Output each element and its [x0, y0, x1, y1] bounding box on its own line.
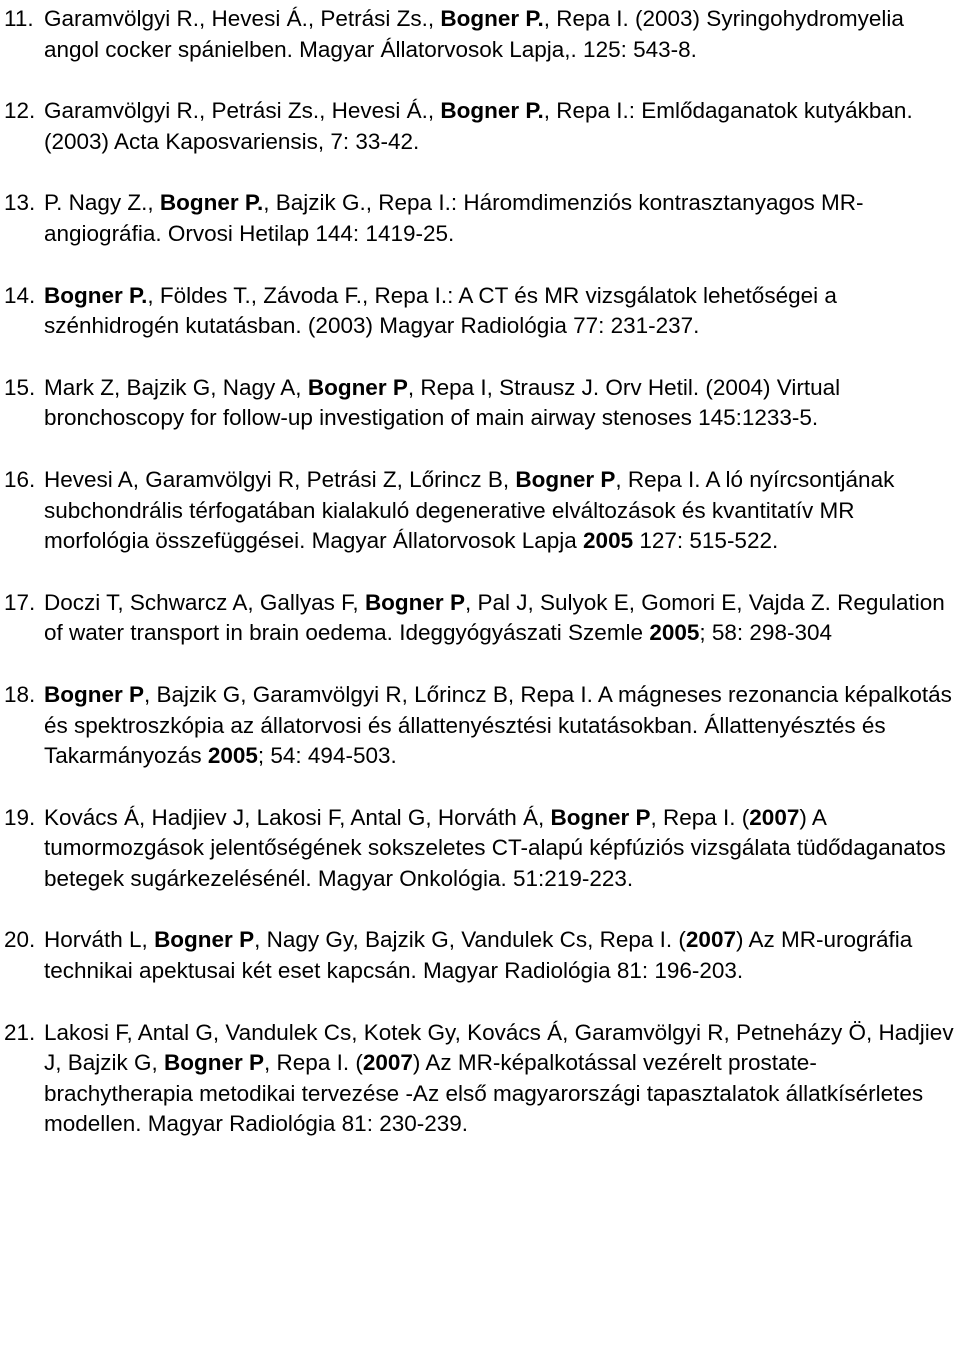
reference-segment: Mark Z, Bajzik G, Nagy A,	[44, 374, 308, 400]
reference-segment: Lakosi F, Antal G, Vandulek Cs, Kotek Gy, Kovács Á, Garamvölgyi R, Petneházy Ö, Hadjiev J, Bajzik G,	[44, 1019, 954, 1076]
reference-text	[44, 6, 904, 62]
reference-bold-segment: Bogner P	[164, 1050, 265, 1076]
reference-segment: Kovács Á, Hadjiev J, Lakosi F, Antal G, Horváth Á,	[44, 804, 551, 830]
reference-text	[44, 927, 912, 983]
reference-number: 18.	[4, 681, 36, 707]
reference-number: 12.	[4, 98, 36, 124]
reference-segment: , Nagy Gy, Bajzik G, Vandulek Cs, Repa I. (	[254, 927, 686, 953]
reference-item	[0, 925, 960, 986]
reference-segment: ; 58: 298-304	[699, 620, 832, 646]
reference-segment: , Repa I, Strausz J. Orv Hetil. (2004) Virtual bronchoscopy for follow-up investigation of main airway stenoses 145:1233-5.	[44, 374, 841, 431]
reference-item	[0, 803, 960, 895]
reference-bold-segment: Bogner P	[307, 374, 408, 400]
reference-bold-segment: Bogner P.	[44, 282, 148, 308]
reference-text	[44, 283, 837, 339]
reference-segment: ) Az MR-urográfia technikai apektusai két eset kapcsán. Magyar Radiológia 81: 196-203.	[44, 927, 913, 984]
reference-text	[44, 805, 946, 891]
reference-segment: ; 54: 494-503.	[257, 743, 397, 769]
reference-segment: , Bajzik G., Repa I.: Háromdimenziós kontrasztanyagos MR-angiográfia. Orvosi Hetilap 144: 1419-25.	[44, 190, 864, 246]
reference-item	[0, 373, 960, 434]
reference-segment: ) Az MR-képalkotással vezérelt prostate-brachytherapia metodikai tervezése -Az első magyarországi tapasztalatok állatkísérletes modellen. Magyar Radiológia 81: 230-239.	[44, 1050, 924, 1137]
reference-bold-segment: 2005	[207, 743, 258, 769]
reference-number: 19.	[4, 804, 36, 830]
reference-item	[0, 4, 960, 65]
reference-bold-segment: Bogner P	[515, 466, 616, 492]
reference-segment: , Repa I. A ló nyírcsontjának subchondrális térfogatában kialakuló degenerative elváltozások és kvantitatív MR morfológia összefüggései. Magyar Állatorvosok Lapja	[44, 466, 895, 554]
reference-text	[44, 590, 945, 646]
reference-item	[0, 465, 960, 557]
reference-bold-segment: Bogner P.	[440, 98, 544, 124]
reference-number: 11.	[4, 6, 34, 31]
reference-bold-segment: Bogner P.	[159, 190, 264, 216]
reference-segment: Horváth L,	[44, 927, 155, 953]
reference-text	[44, 682, 952, 768]
reference-segment: , Bajzik G, Garamvölgyi R, Lőrincz B, Repa I. A mágneses rezonancia képalkotás és spektroszkópia az állatorvosi és állattenyésztési kutatásokban. Állattenyésztés és Takarmányozás	[44, 681, 952, 769]
reference-number: 17.	[4, 589, 36, 615]
reference-segment: Hevesi A, Garamvölgyi R, Petrási Z, Lőrincz B,	[44, 466, 516, 492]
reference-segment: Doczi T, Schwarcz A, Gallyas F,	[44, 589, 365, 615]
reference-bold-segment: Bogner P	[550, 804, 651, 830]
reference-item	[0, 1018, 960, 1140]
reference-list	[0, 4, 960, 1171]
reference-text	[44, 467, 894, 553]
reference-segment: 127: 515-522.	[633, 528, 779, 554]
reference-bold-segment: 2007	[362, 1050, 413, 1076]
reference-text	[44, 1020, 954, 1137]
reference-segment: ) A tumormozgások jelentőségének sokszeletes CT-alapú képfúziós vizsgálata tüdődaganatos betegek sugárkezelésénél. Magyar Onkológia. 51:219-223.	[44, 804, 946, 891]
reference-segment: Garamvölgyi R., Petrási Zs., Hevesi Á.,	[44, 98, 441, 124]
reference-number: 16.	[4, 466, 36, 492]
reference-number: 14.	[4, 282, 36, 308]
reference-segment: P. Nagy Z.,	[44, 190, 160, 216]
reference-number: 21.	[4, 1019, 36, 1045]
reference-number: 13.	[4, 190, 36, 216]
reference-segment: , Repa I. (	[264, 1050, 363, 1076]
reference-segment: , Pal J, Sulyok E, Gomori E, Vajda Z. Regulation of water transport in brain oedema. Ideggyógyászati Szemle	[44, 589, 945, 646]
reference-bold-segment: Bogner P.	[440, 6, 544, 31]
reference-segment: , Földes T., Závoda F., Repa I.: A CT és MR vizsgálatok lehetőségei a szénhidrogén kutatásban. (2003) Magyar Radiológia 77: 231-237.	[44, 282, 837, 339]
reference-item	[0, 281, 960, 342]
reference-text	[44, 98, 913, 154]
reference-segment: Garamvölgyi R., Hevesi Á., Petrási Zs.,	[44, 6, 441, 31]
reference-bold-segment: Bogner P	[364, 589, 465, 615]
reference-bold-segment: 2007	[749, 804, 800, 830]
reference-item	[0, 188, 960, 249]
reference-number: 15.	[4, 374, 36, 400]
reference-item	[0, 680, 960, 772]
reference-segment: , Repa I. (2003) Syringohydromyelia angol cocker spánielben. Magyar Állatorvosok Lapja,. 125: 543-8.	[44, 6, 904, 62]
reference-bold-segment: Bogner P	[154, 927, 255, 953]
reference-bold-segment: 2007	[685, 927, 736, 953]
reference-item	[0, 96, 960, 157]
reference-text	[44, 375, 840, 431]
reference-bold-segment: 2005	[649, 620, 700, 646]
reference-item	[0, 588, 960, 649]
reference-segment: , Repa I.: Emlődaganatok kutyákban. (2003) Acta Kaposvariensis, 7: 33-42.	[44, 98, 913, 154]
reference-text	[44, 190, 863, 246]
reference-bold-segment: Bogner P	[44, 681, 145, 707]
reference-segment: , Repa I. (	[650, 804, 750, 830]
reference-bold-segment: 2005	[583, 528, 634, 554]
reference-number: 20.	[4, 927, 36, 953]
